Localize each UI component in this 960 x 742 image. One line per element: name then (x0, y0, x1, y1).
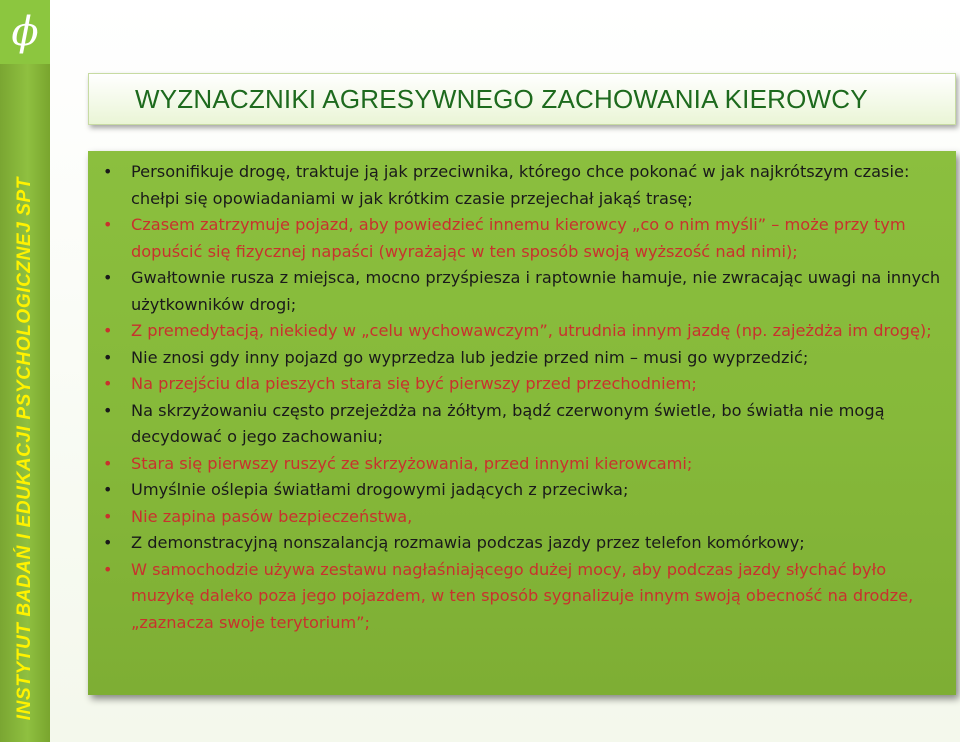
bullet-text: Gwałtownie rusza z miejsca, mocno przyśpiesza i raptownie hamuje, nie zwracając uwagi na innych użytkowników drogi; (131, 268, 941, 314)
bullet-text: Nie zapina pasów bezpieczeństwa, (131, 506, 413, 526)
bullet-icon: • (103, 559, 113, 579)
bullet-item (88, 212, 956, 265)
bullet-item (88, 345, 956, 372)
bullet-item (88, 398, 956, 451)
bullet-icon: • (103, 533, 113, 552)
bullet-item (88, 318, 956, 345)
bullet-list (88, 159, 956, 636)
logo (0, 0, 50, 64)
bullet-icon: • (103, 400, 113, 420)
bullet-icon: • (103, 506, 113, 526)
title-box (88, 73, 956, 125)
bullet-item (88, 557, 956, 637)
bullet-item (88, 159, 956, 212)
phi-logo-icon: ϕ (11, 9, 39, 55)
bullet-icon: • (103, 480, 113, 499)
bullet-icon: • (103, 347, 113, 367)
bullet-text: Z premedytacją, niekiedy w „celu wychowawczym”, utrudnia innym jazdę (np. zajeżdża im drogę); (131, 321, 932, 340)
bullet-icon: • (103, 162, 113, 181)
bullet-text: Umyślnie oślepia światłami drogowymi jadących z przeciwka; (131, 480, 629, 499)
slide-title: WYZNACZNIKI AGRESYWNEGO ZACHOWANIA KIEROWCY (135, 83, 868, 114)
bullet-icon: • (103, 268, 113, 287)
bullet-text: Personifikuje drogę, traktuje ją jak przeciwnika, którego chce pokonać w jak najkrótszym czasie: chełpi się opowiadaniami w jak krótkim czasie przejechał jakąś trasę; (131, 162, 910, 208)
bullet-text: Nie znosi gdy inny pojazd go wyprzedza lub jedzie przed nim – musi go wyprzedzić; (131, 347, 809, 367)
bullet-icon: • (103, 321, 113, 340)
sidebar-vertical-text (4, 116, 46, 720)
bullet-item (88, 265, 956, 318)
bullet-item (88, 477, 956, 504)
bullet-icon: • (103, 215, 113, 234)
bullet-icon: • (103, 453, 113, 473)
bullet-text: Stara się pierwszy ruszyć ze skrzyżowania, przed innymi kierowcami; (131, 453, 693, 473)
bullet-text: Z demonstracyjną nonszalancją rozmawia podczas jazdy przez telefon komórkowy; (131, 533, 805, 552)
bullet-icon: • (103, 374, 113, 393)
bullet-item (88, 504, 956, 531)
bullet-text: Czasem zatrzymuje pojazd, aby powiedzieć innemu kierowcy „co o nim myśli” – może przy tym dopuścić się fizycznej napaści (wyrażając w ten sposób swoją wyższość nad nimi); (131, 215, 906, 261)
bullet-item (88, 530, 956, 557)
bullet-item (88, 451, 956, 478)
bullet-text: W samochodzie używa zestawu nagłaśniającego dużej mocy, aby podczas jazdy słychać było muzykę daleko poza jego pojazdem, w ten sposób sygnalizuje innym swoją obecność na drodze, „zaznacza swoje terytorium”; (131, 559, 914, 632)
institute-name: INSTYTUT BADAŃ I EDUKACJI PSYCHOLOGICZNEJ SPT (14, 176, 35, 720)
content-box (88, 151, 956, 695)
bullet-text: Na przejściu dla pieszych stara się być pierwszy przed przechodniem; (131, 374, 697, 393)
bullet-text: Na skrzyżowaniu często przejeżdża na żółtym, bądź czerwonym świetle, bo światła nie mogą decydować o jego zachowaniu; (131, 400, 885, 446)
bullet-item (88, 371, 956, 398)
